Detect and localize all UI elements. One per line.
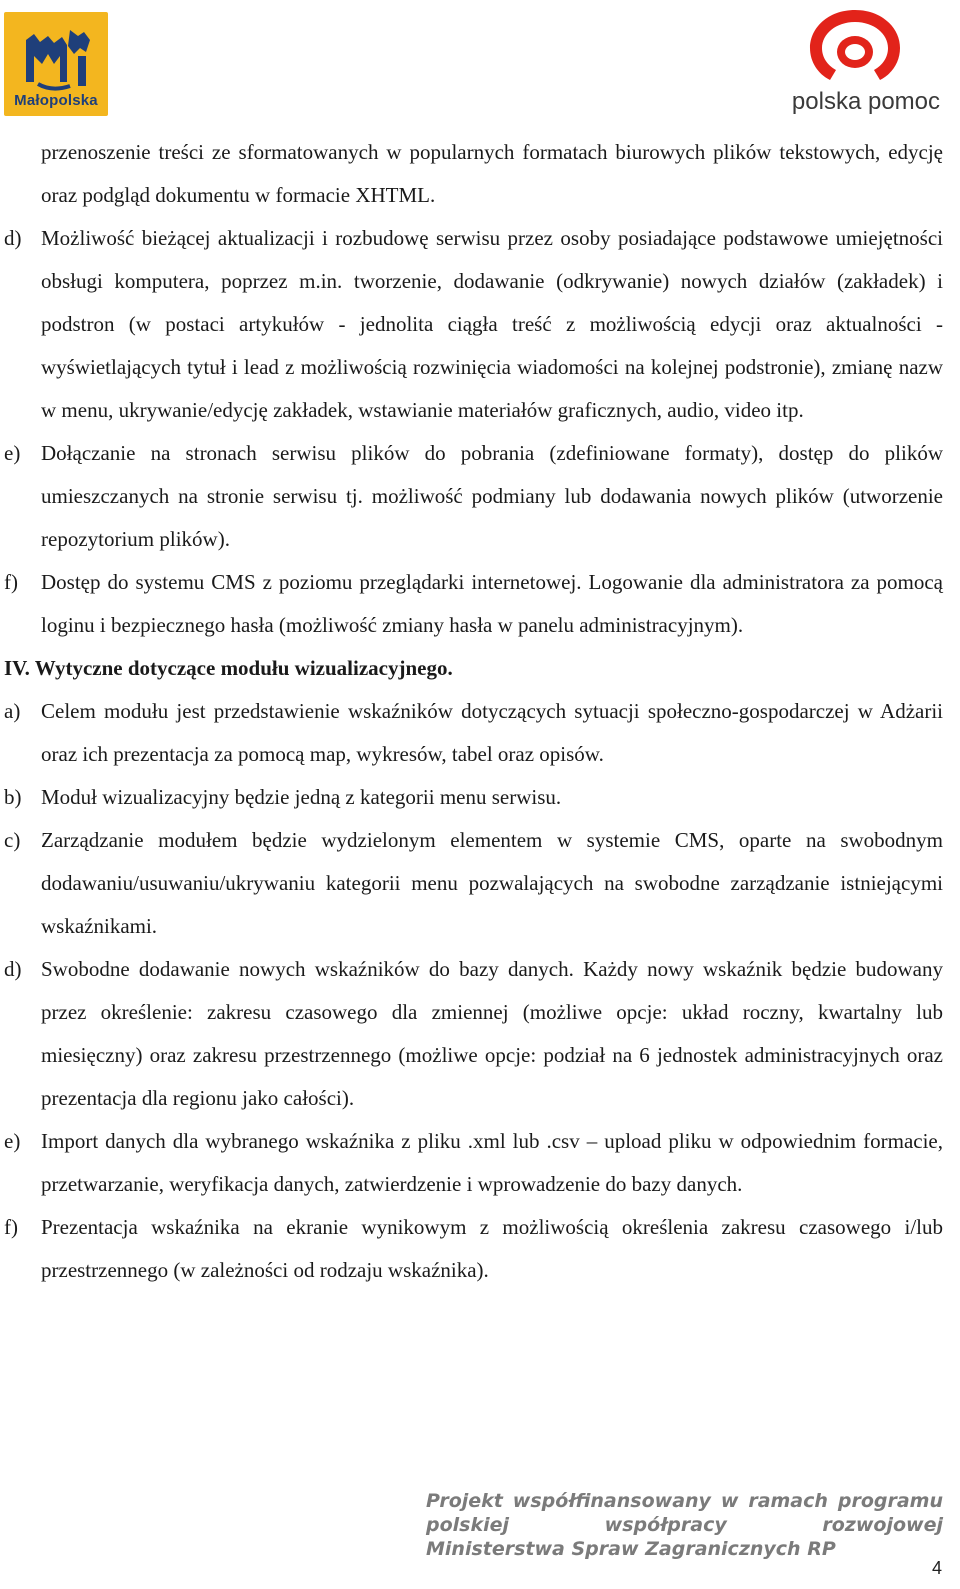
list-item <box>4 1120 943 1206</box>
list-item-text: Import danych dla wybranego wskaźnika z pliku .xml lub .csv – upload pliku w odpowiednim formacie, przetwarzanie, weryfikacja danych, zatwierdzenie i wprowadzenie do bazy danych. <box>41 1129 943 1196</box>
list-item <box>4 776 943 819</box>
list-item-text: Moduł wizualizacyjny będzie jedną z kategorii menu serwisu. <box>41 785 562 809</box>
page-footer <box>426 1489 943 1561</box>
list-marker: f) <box>4 1215 18 1239</box>
list-item <box>4 217 943 432</box>
polska-pomoc-mark-icon <box>800 4 910 88</box>
list-marker: d) <box>4 957 22 981</box>
intro-paragraph: przenoszenie treści ze sformatowanych w popularnych formatach biurowych plików tekstowych, edycję oraz podgląd dokumentu w formacie XHTML. <box>41 140 943 207</box>
document-body <box>4 131 943 1292</box>
polska-pomoc-logo <box>770 4 940 116</box>
list-marker: c) <box>4 828 21 852</box>
list-marker: d) <box>4 226 22 250</box>
list-item-text: Prezentacja wskaźnika na ekranie wynikowym z możliwością określenia zakresu czasowego i/lub przestrzennego (w zależności od rodzaju wskaźnika). <box>41 1215 943 1282</box>
list-marker: b) <box>4 785 22 809</box>
list-item-text: Zarządzanie modułem będzie wydzielonym elementem w systemie CMS, oparte na swobodnym dodawaniu/usuwaniu/ukrywaniu kategorii menu pozwalających na swobodne zarządzanie istniejącymi wskaźnikami. <box>41 828 943 938</box>
malopolska-logo <box>4 12 108 116</box>
page-number: 4 <box>931 1558 942 1578</box>
page-header <box>0 0 960 125</box>
list-item-text: Możliwość bieżącej aktualizacji i rozbudowę serwisu przez osoby posiadające podstawowe umiejętności obsługi komputera, poprzez m.in. tworzenie, dodawanie (odkrywanie) nowych działów (zakładek) i podstron (w postaci artykułów - jednolita ciągła treść z możliwością edycji oraz aktualności - wyświetlających tytuł i lead z możliwością rozwinięcia wiadomości na kolejnej podstronie), zmianę nazw w menu, ukrywanie/edycję zakładek, wstawianie materiałów graficznych, audio, video itp. <box>41 226 943 422</box>
malopolska-label: Małopolska <box>14 92 98 109</box>
list-marker: e) <box>4 1129 21 1153</box>
footer-line-2: Ministerstwa Spraw Zagranicznych RP <box>426 1538 836 1560</box>
list-item-text: Dołączanie na stronach serwisu plików do pobrania (zdefiniowane formaty), dostęp do plików umieszczanych na stronie serwisu tj. możliwość podmiany lub dodawania nowych plików (utworzenie repozytorium plików). <box>41 441 943 551</box>
footer-line-1: Projekt współfinansowany w ramach programu polskiej współpracy rozwojowej <box>426 1490 943 1536</box>
list-marker: a) <box>4 699 21 723</box>
list-marker: e) <box>4 441 21 465</box>
list-item <box>4 690 943 776</box>
list-item-text: Swobodne dodawanie nowych wskaźników do bazy danych. Każdy nowy wskaźnik będzie budowany przez określenie: zakresu czasowego dla zmiennej (możliwe opcje: układ roczny, kwartalny lub miesięczny) oraz zakresu przestrzennego (możliwe opcje: podział na 6 jednostek administracyjnych oraz prezentacja dla regionu jako całości). <box>41 957 943 1110</box>
section-heading: IV. Wytyczne dotyczące modułu wizualizacyjnego. <box>4 656 453 680</box>
polska-pomoc-label: polska pomoc <box>791 88 940 115</box>
list-item <box>4 819 943 948</box>
list-item <box>4 432 943 561</box>
list-item <box>4 561 943 647</box>
list-item-text: Celem modułu jest przedstawienie wskaźników dotyczących sytuacji społeczno-gospodarczej w Adżarii oraz ich prezentacja za pomocą map, wykresów, tabel oraz opisów. <box>41 699 943 766</box>
list-item <box>4 1206 943 1292</box>
list-item <box>4 948 943 1120</box>
list-item-text: Dostęp do systemu CMS z poziomu przeglądarki internetowej. Logowanie dla administratora za pomocą loginu i bezpiecznego hasła (możliwość zmiany hasła w panelu administracyjnym). <box>41 570 943 637</box>
list-marker: f) <box>4 570 18 594</box>
